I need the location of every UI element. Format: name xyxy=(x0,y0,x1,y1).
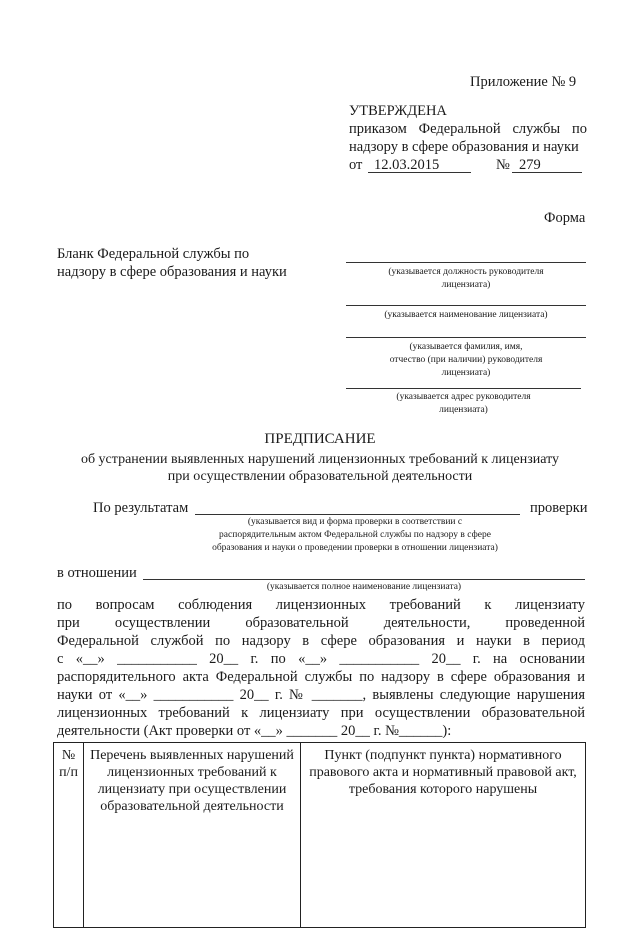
regarding-lead: в отношении xyxy=(57,565,137,581)
body-line-1: по вопросам соблюдения лицензионных требований к лицензиату xyxy=(57,597,585,613)
violations-table xyxy=(53,742,586,928)
blank-line-1: Бланк Федеральной службы по xyxy=(57,246,250,262)
recipient-position-line xyxy=(346,262,586,263)
order-number: 279 xyxy=(519,157,541,173)
recipient-address-caption: (указывается адрес руководителя лицензиата) xyxy=(396,392,531,415)
body-line-3: Федеральной службой по надзору в сфере образования и науки в период xyxy=(57,633,585,649)
body-line-6: науки от «__» ___________ 20__ г. № _______, выявлены следующие нарушения xyxy=(57,687,585,703)
order-date-underline xyxy=(368,172,471,173)
body-line-5: распорядительного акта Федеральной службы по надзору в сфере образования и xyxy=(57,669,585,685)
results-lead: По результатам xyxy=(93,500,189,516)
regarding-caption: (указывается полное наименование лицензиата) xyxy=(266,582,462,592)
approved-line-2: надзору в сфере образования и науки xyxy=(349,139,579,155)
document-title: ПРЕДПИСАНИЕ xyxy=(264,431,376,447)
table-header-violations: Перечень выявленных нарушений лицензионных требований к лицензиату при осуществлении образовательной деятельности xyxy=(84,743,301,928)
body-line-8: деятельности (Акт проверки от «__» _______ 20__ г. №______): xyxy=(57,723,452,739)
recipient-fio-line xyxy=(346,337,586,338)
table-header-legal-reference: Пункт (подпункт пункта) нормативного правового акта и нормативный правовой акт, требования которого нарушены xyxy=(301,743,586,928)
recipient-name-caption: (указывается наименование лицензиата) xyxy=(384,310,548,320)
results-tail: проверки xyxy=(530,500,588,516)
body-line-7: лицензионных требований к лицензиату при осуществлении образовательной xyxy=(57,705,585,721)
regarding-fill-line xyxy=(143,579,585,580)
body-line-2: при осуществлении образовательной деятельности, проведенной xyxy=(57,615,585,631)
results-caption: (указывается вид и форма проверки в соответствии с распорядительным актом Федеральной службы по надзору в сфере образования и науки о проведении проверки в отношении лицензиата) xyxy=(212,517,498,553)
appendix-number: Приложение № 9 xyxy=(470,74,577,90)
body-line-4: с «__» ___________ 20__ г. по «__» ___________ 20__ г. на основании xyxy=(57,651,585,667)
approved-title: УТВЕРЖДЕНА xyxy=(349,103,447,119)
order-number-underline xyxy=(512,172,582,173)
blank-line-2: надзору в сфере образования и науки xyxy=(57,264,287,280)
recipient-name-line xyxy=(346,305,586,306)
recipient-position-caption: (указывается должность руководителя лицензиата) xyxy=(388,267,544,290)
results-fill-line xyxy=(195,514,520,515)
approved-line-1: приказом Федеральной службы по xyxy=(349,121,587,137)
recipient-address-line xyxy=(346,388,581,389)
recipient-fio-caption: (указывается фамилия, имя, отчество (при наличии) руководителя лицензиата) xyxy=(389,342,543,378)
document-subtitle-line-1: об устранении выявленных нарушений лицензионных требований к лицензиату xyxy=(80,452,560,467)
order-date: 12.03.2015 xyxy=(374,157,440,173)
document-subtitle-line-2: при осуществлении образовательной деятельности xyxy=(167,469,473,484)
order-from-label: от xyxy=(349,157,363,173)
table-header-row xyxy=(54,743,586,928)
order-no-label: № xyxy=(496,157,510,173)
table-header-number: № п/п xyxy=(54,743,84,928)
form-label: Форма xyxy=(544,210,586,226)
